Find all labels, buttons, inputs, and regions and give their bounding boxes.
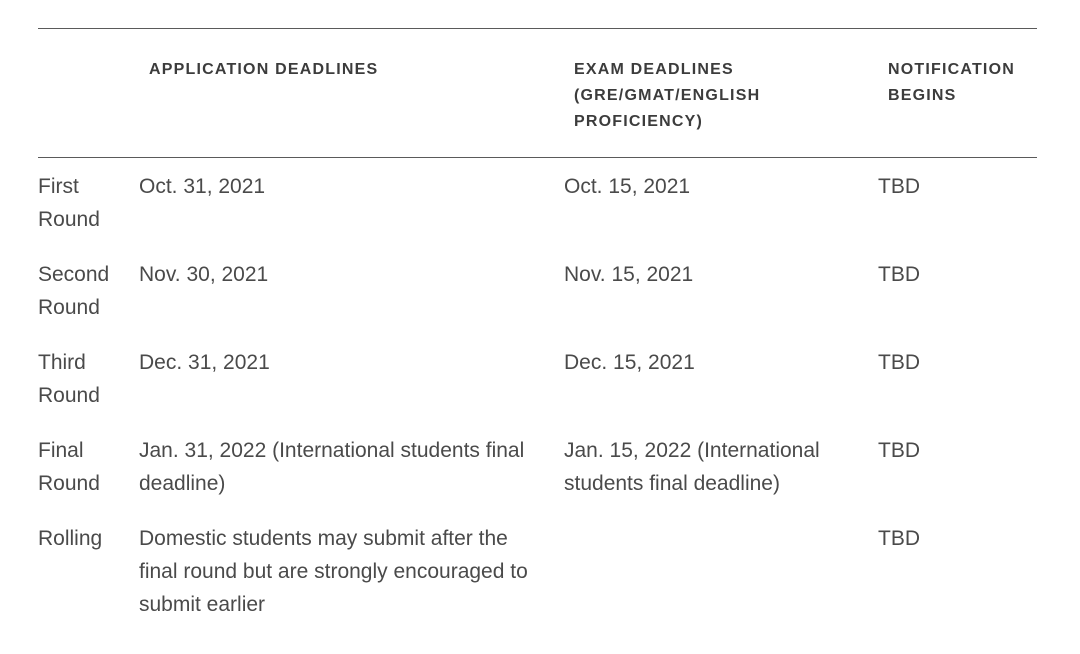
table-header-row (38, 29, 1037, 158)
notification-date: TBD (878, 263, 920, 286)
table-row (38, 346, 1037, 434)
round-label: Third Round (38, 351, 100, 407)
round-label: Final Round (38, 439, 100, 495)
application-deadline: Domestic students may submit after the final round but are strongly encouraged to submit earlier (139, 527, 528, 616)
exam-deadline: Dec. 15, 2021 (564, 351, 695, 374)
header-application-deadlines: APPLICATION DEADLINES (149, 61, 379, 78)
application-deadline: Nov. 30, 2021 (139, 263, 269, 286)
exam-deadline: Oct. 15, 2021 (564, 175, 691, 198)
notification-date: TBD (878, 527, 920, 550)
application-deadline: Oct. 31, 2021 (139, 175, 266, 198)
header-notification-begins: NOTIFICATION BEGINS (888, 61, 1015, 104)
exam-deadline: Jan. 15, 2022 (International students final deadline) (564, 439, 820, 495)
application-deadline: Dec. 31, 2021 (139, 351, 270, 374)
table-row (38, 522, 1037, 632)
table-row (38, 258, 1037, 346)
round-label: Second Round (38, 263, 110, 319)
table-row (38, 170, 1037, 258)
notification-date: TBD (878, 175, 920, 198)
round-label: Rolling (38, 527, 103, 550)
round-label: First Round (38, 175, 100, 231)
header-exam-deadlines: EXAM DEADLINES (GRE/GMAT/ENGLISH PROFICIENCY) (574, 61, 761, 130)
header-round-column (38, 29, 139, 157)
exam-deadline: Nov. 15, 2021 (564, 263, 694, 286)
table-row (38, 434, 1037, 522)
notification-date: TBD (878, 351, 920, 374)
deadlines-table (38, 28, 1037, 632)
application-deadline: Jan. 31, 2022 (International students final deadline) (139, 439, 525, 495)
notification-date: TBD (878, 439, 920, 462)
exam-deadline (564, 522, 878, 632)
